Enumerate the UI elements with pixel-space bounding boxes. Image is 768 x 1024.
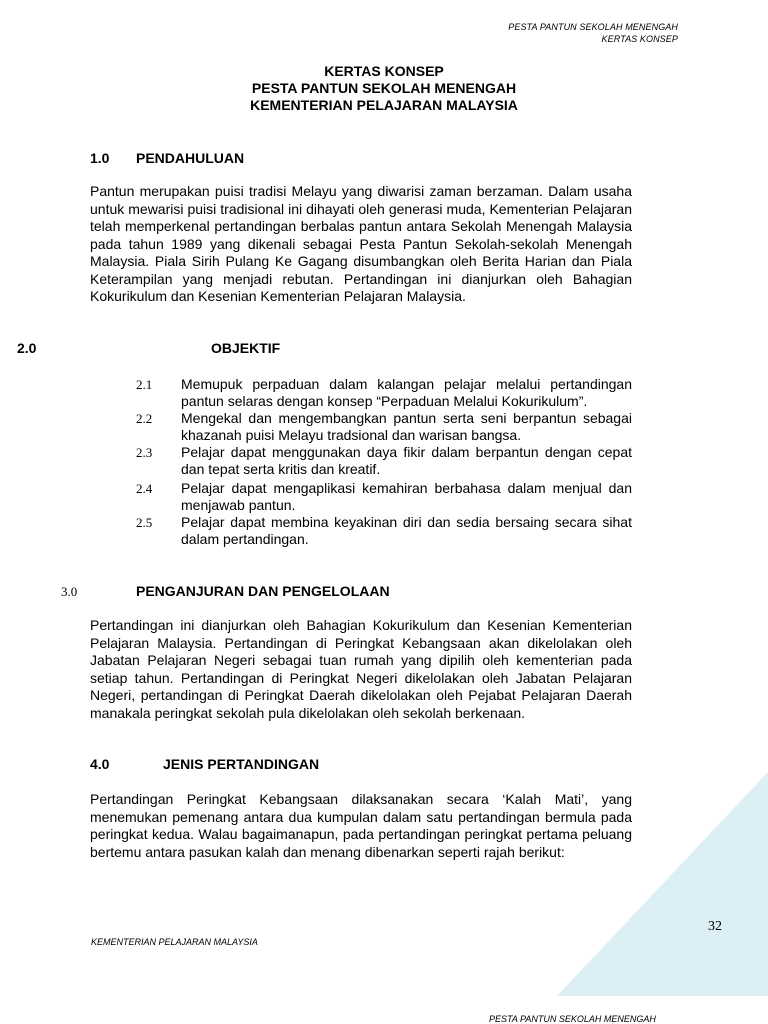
page-footer: KEMENTERIAN PELAJARAN MALAYSIA	[91, 937, 258, 947]
section-1-body: Pantun merupakan puisi tradisi Melayu yang diwarisi zaman berzaman. Dalam usaha untuk mewarisi puisi tradisional ini dihayati oleh generasi muda, Kementerian Pelajaran telah memperkenal pertandingan berbalas pantun antara Sekolah Menengah Malaysia pada tahun 1989 yang dikenali sebagai Pesta Pantun Sekolah-sekolah Menengah Malaysia. Piala Sirih Pulang Ke Gagang disumbangkan oleh Berita Harian dan Piala Keterampilan yang menjadi rebutan. Pertandingan ini dianjurkan oleh Bahagian Kokurikulum dan Kesenian Kementerian Pelajaran Malaysia.	[90, 183, 632, 304]
section-2-number: 2.0	[17, 340, 37, 356]
objective-2-3-text: Pelajar dapat menggunakan daya fikir dalam berpantun dengan cepat dan tepat serta kritis dan kreatif.	[181, 444, 632, 477]
page-number: 32	[708, 919, 722, 934]
objective-2-2-text: Mengekal dan mengembangkan pantun serta seni berpantun sebagai khazanah puisi Melayu tradsional dan warisan bangsa.	[181, 410, 632, 443]
section-4-number: 4.0	[90, 756, 110, 772]
objective-2-4-number: 2.4	[136, 481, 153, 496]
document-title	[0, 63, 768, 114]
objective-2-4-text: Pelajar dapat mengaplikasi kemahiran berbahasa dalam menjual dan menjawab pantun.	[181, 480, 632, 513]
objective-2-1-text: Memupuk perpaduan dalam kalangan pelajar melalui pertandingan pantun selaras dengan konsep “Perpaduan Melalui Kokurikulum”.	[181, 376, 632, 409]
section-1-number: 1.0	[90, 150, 110, 166]
objective-2-5-number: 2.5	[136, 515, 153, 530]
objective-2-5-text: Pelajar dapat membina keyakinan diri dan sedia bersaing secara sihat dalam pertandingan.	[181, 514, 632, 547]
running-header-line1: PESTA PANTUN SEKOLAH MENENGAH	[508, 22, 678, 32]
title-line1: KERTAS KONSEP	[324, 63, 444, 79]
section-2-heading: OBJEKTIF	[211, 340, 281, 356]
section-1-heading: PENDAHULUAN	[136, 150, 245, 166]
section-3-body: Pertandingan ini dianjurkan oleh Bahagian Kokurikulum dan Kesenian Kementerian Pelajaran Malaysia. Pertandingan di Peringkat Kebangsaan akan dikelolakan oleh Jabatan Pelajaran Negeri sebagai tuan rumah yang dipilih oleh kementerian pada setiap tahun. Pertandingan di Peringkat Negeri dikelolakan oleh Jabatan Pelajaran Negeri, pertandingan di Peringkat Daerah dikelolakan oleh Pejabat Pelajaran Daerah manakala peringkat sekolah pula dikelolakan oleh sekolah berkenaan.	[90, 617, 632, 721]
running-header	[508, 21, 678, 45]
running-header-line2: KERTAS KONSEP	[601, 34, 678, 44]
next-page-header: PESTA PANTUN SEKOLAH MENENGAH	[489, 1014, 656, 1024]
title-line3: KEMENTERIAN PELAJARAN MALAYSIA	[250, 97, 518, 113]
section-4-heading: JENIS PERTANDINGAN	[163, 756, 320, 772]
section-3-number: 3.0	[61, 584, 78, 599]
section-4-body: Pertandingan Peringkat Kebangsaan dilaksanakan secara ‘Kalah Mati’, yang menemukan pemenang antara dua kumpulan dalam satu pertandingan bermula pada peringkat kedua. Walau bagaimanapun, pada pertandingan peringkat pertama peluang bertemu antara pasukan kalah dan menang dibenarkan seperti rajah berikut:	[90, 791, 632, 860]
objective-2-1-number: 2.1	[136, 377, 153, 392]
objective-2-2-number: 2.2	[136, 411, 153, 426]
title-line2: PESTA PANTUN SEKOLAH MENENGAH	[251, 80, 517, 96]
objective-2-3-number: 2.3	[136, 445, 153, 460]
section-3-heading: PENGANJURAN DAN PENGELOLAAN	[136, 583, 390, 599]
